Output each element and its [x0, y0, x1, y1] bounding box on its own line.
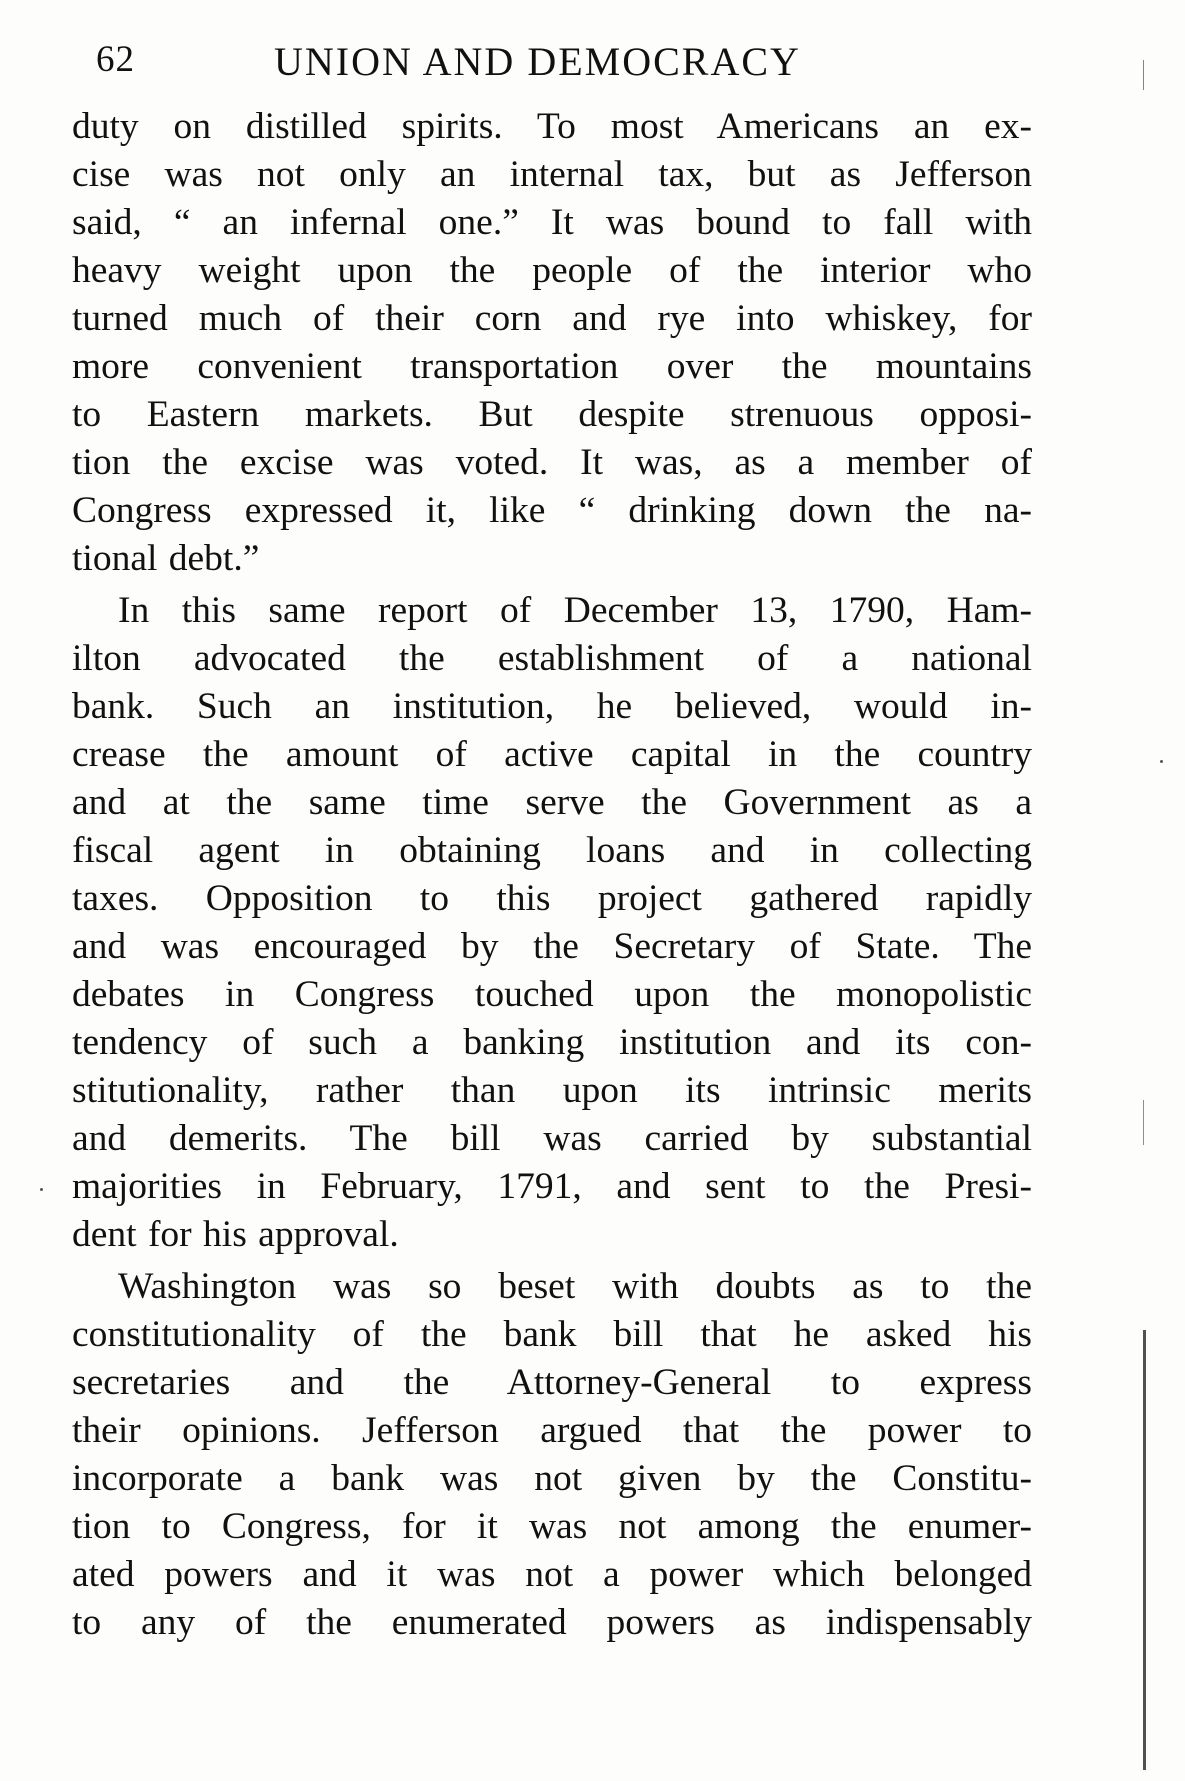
text-line: Congress expressed it, like “ drinking down the na- [72, 490, 1032, 531]
text-line: and was encouraged by the Secretary of State. The [72, 926, 1032, 967]
text-line: majorities in February, 1791, and sent to the Presi- [72, 1166, 1032, 1207]
text-line: turned much of their corn and rye into whiskey, for [72, 298, 1032, 339]
scan-edge-mark [1143, 1100, 1144, 1145]
text-line: cise was not only an internal tax, but as Jefferson [72, 154, 1032, 195]
text-line: to Eastern markets. But despite strenuous opposi- [72, 394, 1032, 435]
text-line: debates in Congress touched upon the monopolistic [72, 974, 1032, 1015]
paragraph [72, 1263, 1032, 1647]
running-head [88, 32, 888, 92]
text-line: tion the excise was voted. It was, as a member of [72, 442, 1032, 483]
body-text [72, 103, 1032, 1647]
text-line: tional debt.” [72, 538, 260, 579]
text-line: their opinions. Jefferson argued that the power to [72, 1410, 1032, 1451]
scan-edge-mark [1143, 1330, 1146, 1770]
text-line: and demerits. The bill was carried by substantial [72, 1118, 1032, 1159]
text-line: tion to Congress, for it was not among the enumer- [72, 1506, 1032, 1547]
scan-speck [40, 1188, 43, 1191]
paragraph [72, 587, 1032, 1259]
text-line: secretaries and the Attorney-General to express [72, 1362, 1032, 1403]
text-line: and at the same time serve the Government as a [72, 782, 1032, 823]
text-line: to any of the enumerated powers as indispensably [72, 1602, 1032, 1643]
text-line: ilton advocated the establishment of a national [72, 638, 1032, 679]
text-line: dent for his approval. [72, 1214, 399, 1255]
text-line: fiscal agent in obtaining loans and in collecting [72, 830, 1032, 871]
text-line: bank. Such an institution, he believed, would in- [72, 686, 1032, 727]
text-line: tendency of such a banking institution and its con- [72, 1022, 1032, 1063]
scan-speck [1160, 760, 1163, 763]
text-line: more convenient transportation over the mountains [72, 346, 1032, 387]
text-line: ated powers and it was not a power which belonged [72, 1554, 1032, 1595]
paragraph [72, 103, 1032, 583]
text-line: In this same report of December 13, 1790, Ham- [118, 590, 1032, 631]
scan-edge-mark [1143, 60, 1144, 90]
running-head-title: UNION AND DEMOCRACY [274, 39, 801, 84]
text-line: duty on distilled spirits. To most Americans an ex- [72, 106, 1032, 147]
text-line: crease the amount of active capital in the country [72, 734, 1032, 775]
text-line: taxes. Opposition to this project gathered rapidly [72, 878, 1032, 919]
text-line: said, “ an infernal one.” It was bound to fall with [72, 202, 1032, 243]
text-line: constitutionality of the bank bill that he asked his [72, 1314, 1032, 1355]
text-line: stitutionality, rather than upon its intrinsic merits [72, 1070, 1032, 1111]
text-line: Washington was so beset with doubts as to the [118, 1266, 1032, 1307]
page-number: 62 [96, 39, 135, 80]
text-line: heavy weight upon the people of the interior who [72, 250, 1032, 291]
text-line: incorporate a bank was not given by the Constitu- [72, 1458, 1032, 1499]
